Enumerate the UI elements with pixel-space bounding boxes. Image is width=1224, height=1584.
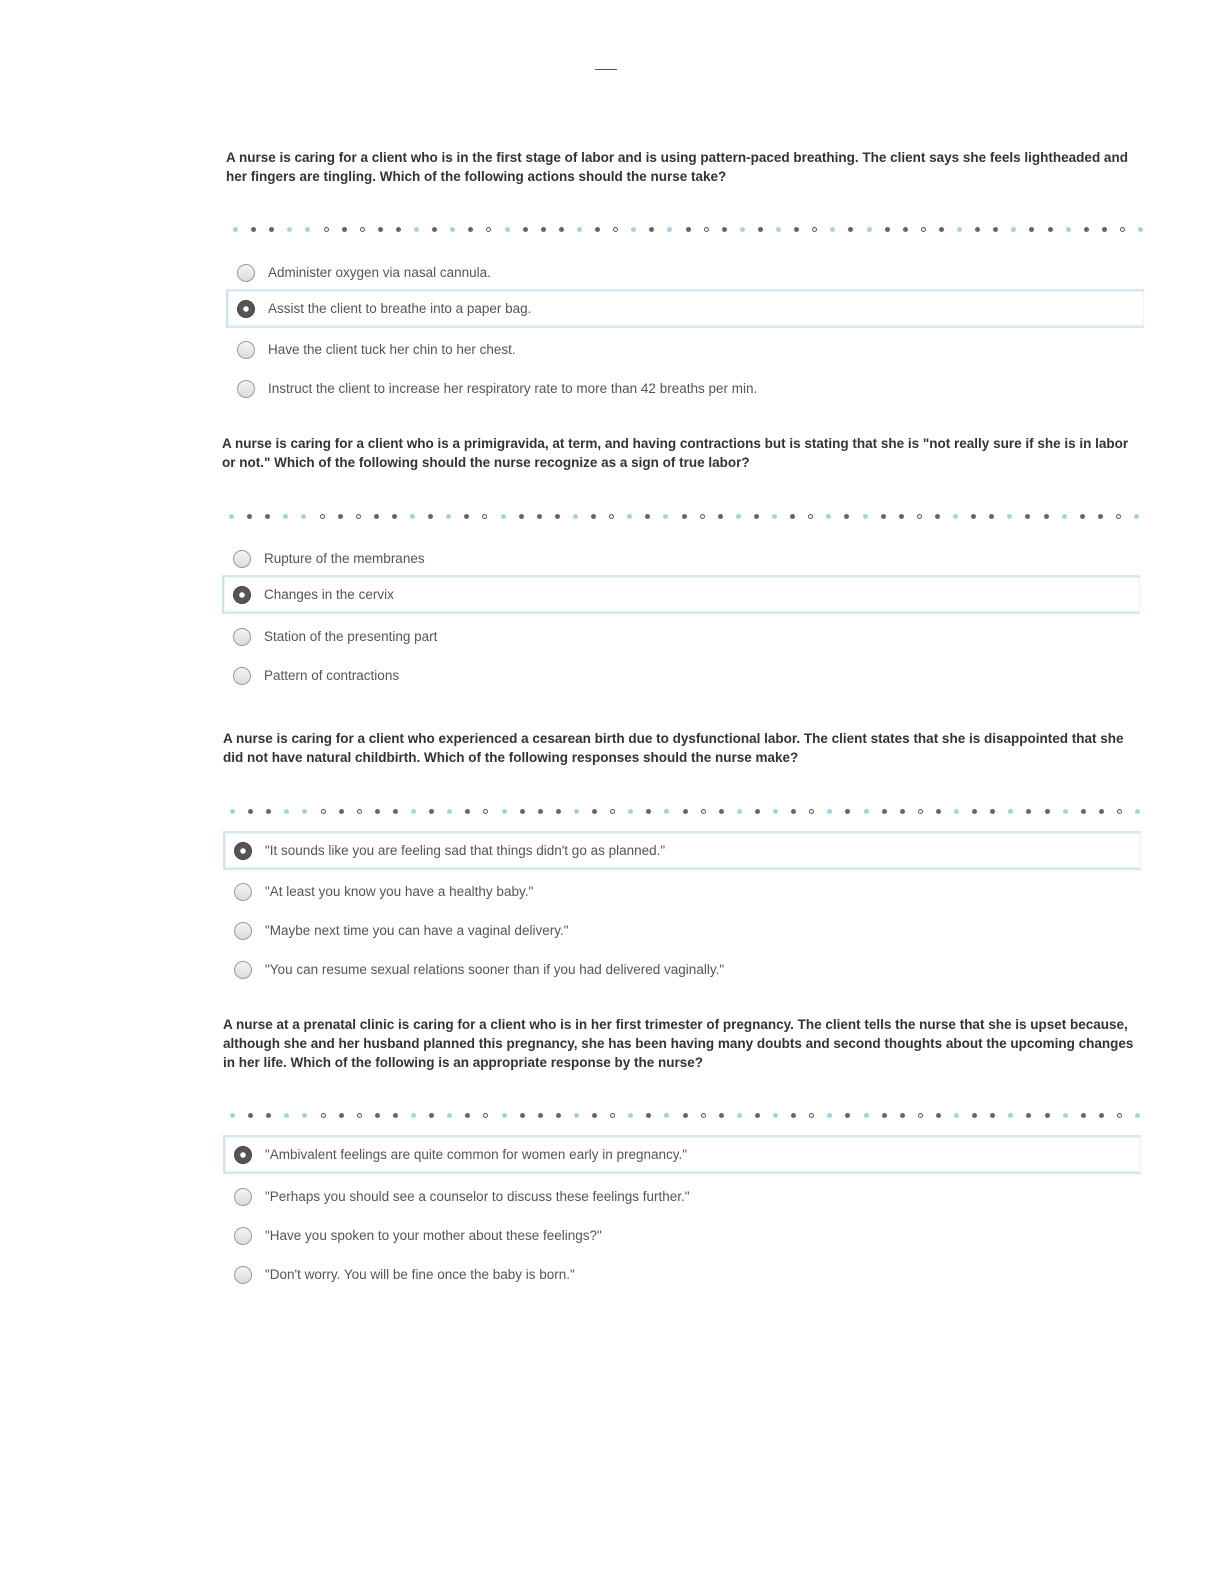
divider-dot <box>446 514 451 519</box>
divider-dot <box>1117 809 1122 814</box>
divider-dot <box>776 227 781 232</box>
divider-dot <box>447 809 452 814</box>
divider-dot <box>900 1113 905 1118</box>
divider-dot <box>269 227 274 232</box>
divider-dot <box>719 809 724 814</box>
divider-dot <box>483 1113 488 1118</box>
divider-dot <box>826 514 831 519</box>
divider-dot <box>917 514 922 519</box>
divider-dot <box>468 227 473 232</box>
divider-dot <box>610 809 615 814</box>
divider-dot <box>1102 227 1107 232</box>
divider-dot <box>339 809 344 814</box>
divider-dot <box>971 514 976 519</box>
divider-dot <box>1048 227 1053 232</box>
divider-dot <box>450 227 455 232</box>
divider-dot <box>556 1113 561 1118</box>
divider-dot <box>287 227 292 232</box>
answer-label: "You can resume sexual relations sooner than if you had delivered vaginally." <box>265 962 725 977</box>
divider-dot <box>719 1113 724 1118</box>
divider-dot <box>356 514 361 519</box>
divider-dot <box>683 809 688 814</box>
answer-label: Administer oxygen via nasal cannula. <box>268 265 491 280</box>
divider-dot <box>1066 227 1071 232</box>
divider-dot <box>1025 514 1030 519</box>
divider-dot <box>628 1113 633 1118</box>
divider-dot <box>791 1113 796 1118</box>
radio-button[interactable] <box>233 667 251 685</box>
divider-dot <box>935 514 940 519</box>
divider-dot <box>864 1113 869 1118</box>
divider-dot <box>556 809 561 814</box>
divider-dot <box>1081 1113 1086 1118</box>
divider-dot <box>574 1113 579 1118</box>
radio-button[interactable] <box>237 341 255 359</box>
divider-dot <box>592 809 597 814</box>
answer-label: Rupture of the membranes <box>264 551 425 566</box>
divider-dot <box>429 1113 434 1118</box>
divider-dot <box>682 514 687 519</box>
divider-dot <box>538 809 543 814</box>
divider-dot <box>845 809 850 814</box>
answer-label: "Ambivalent feelings are quite common for women early in pregnancy." <box>265 1147 688 1162</box>
divider-dot <box>755 809 760 814</box>
divider-dot <box>251 227 256 232</box>
divider-dot <box>990 1113 995 1118</box>
divider-dot <box>555 514 560 519</box>
divider-dot <box>664 809 669 814</box>
divider-dot <box>628 809 633 814</box>
dot-divider <box>223 807 1141 817</box>
answer-option[interactable] <box>226 253 1144 292</box>
divider-dot <box>284 1113 289 1118</box>
divider-dot <box>754 514 759 519</box>
radio-button[interactable] <box>237 264 255 282</box>
answer-label: "Perhaps you should see a counselor to discuss these feelings further." <box>265 1189 690 1204</box>
answer-option[interactable] <box>223 872 1141 911</box>
question-3 <box>223 729 1141 977</box>
divider-dot <box>1099 809 1104 814</box>
divider-dot <box>881 514 886 519</box>
question-2 <box>222 434 1140 683</box>
answer-option[interactable] <box>222 575 1140 614</box>
divider-dot <box>302 1113 307 1118</box>
divider-dot <box>393 809 398 814</box>
divider-dot <box>683 1113 688 1118</box>
answer-option[interactable] <box>223 1255 1141 1294</box>
divider-dot <box>411 1113 416 1118</box>
divider-dot <box>882 1113 887 1118</box>
divider-dot <box>392 514 397 519</box>
divider-dot <box>574 809 579 814</box>
divider-dot <box>954 1113 959 1118</box>
divider-dot <box>812 227 817 232</box>
divider-dot <box>375 1113 380 1118</box>
divider-dot <box>1084 227 1089 232</box>
divider-dot <box>1098 514 1103 519</box>
divider-dot <box>646 809 651 814</box>
divider-dot <box>410 514 415 519</box>
divider-dot <box>1099 1113 1104 1118</box>
divider-dot <box>790 514 795 519</box>
divider-dot <box>502 809 507 814</box>
divider-dot <box>827 809 832 814</box>
answer-label: Changes in the cervix <box>264 587 394 602</box>
divider-dot <box>266 809 271 814</box>
divider-dot <box>1029 227 1034 232</box>
divider-dot <box>993 227 998 232</box>
divider-dot <box>247 514 252 519</box>
divider-dot <box>520 1113 525 1118</box>
divider-dot <box>758 227 763 232</box>
divider-dot <box>464 514 469 519</box>
divider-dot <box>305 227 310 232</box>
divider-dot <box>559 227 564 232</box>
answer-label: "Have you spoken to your mother about these feelings?" <box>265 1228 602 1243</box>
divider-dot <box>432 227 437 232</box>
divider-dot <box>845 1113 850 1118</box>
answer-option[interactable] <box>223 1177 1141 1216</box>
divider-dot <box>393 1113 398 1118</box>
answer-option[interactable] <box>226 369 1144 408</box>
divider-dot <box>1117 1113 1122 1118</box>
divider-dot <box>302 809 307 814</box>
divider-dot <box>649 227 654 232</box>
divider-dot <box>266 1113 271 1118</box>
radio-button[interactable] <box>233 628 251 646</box>
divider-dot <box>899 514 904 519</box>
divider-dot <box>1135 1113 1140 1118</box>
divider-dot <box>686 227 691 232</box>
divider-dot <box>989 514 994 519</box>
divider-dot <box>301 514 306 519</box>
divider-dot <box>921 227 926 232</box>
divider-dot <box>1026 809 1031 814</box>
divider-dot <box>700 514 705 519</box>
divider-dot <box>1026 1113 1031 1118</box>
dot-divider <box>222 512 1140 522</box>
divider-dot <box>265 514 270 519</box>
radio-button[interactable] <box>234 1266 252 1284</box>
divider-dot <box>523 227 528 232</box>
radio-button[interactable] <box>234 883 252 901</box>
answer-option[interactable] <box>223 911 1141 950</box>
divider-dot <box>627 514 632 519</box>
radio-button[interactable] <box>234 922 252 940</box>
divider-dot <box>248 1113 253 1118</box>
divider-dot <box>1080 514 1085 519</box>
divider-dot <box>465 809 470 814</box>
divider-dot <box>230 1113 235 1118</box>
divider-dot <box>808 514 813 519</box>
divider-dot <box>577 227 582 232</box>
divider-dot <box>900 809 905 814</box>
answer-label: Assist the client to breathe into a paper bag. <box>268 301 532 316</box>
divider-dot <box>320 514 325 519</box>
divider-dot <box>773 1113 778 1118</box>
divider-dot <box>284 809 289 814</box>
divider-dot <box>248 809 253 814</box>
divider-dot <box>736 514 741 519</box>
divider-dot <box>613 227 618 232</box>
divider-dot <box>374 514 379 519</box>
radio-button[interactable] <box>234 1188 252 1206</box>
divider-dot <box>755 1113 760 1118</box>
divider-dot <box>885 227 890 232</box>
answer-label: Instruct the client to increase her respiratory rate to more than 42 breaths per min. <box>268 381 758 396</box>
divider-dot <box>903 227 908 232</box>
divider-dot <box>646 1113 651 1118</box>
question-1 <box>226 148 1144 396</box>
divider-dot <box>882 809 887 814</box>
divider-dot <box>809 1113 814 1118</box>
divider-dot <box>283 514 288 519</box>
question-text: A nurse at a prenatal clinic is caring for a client who is in her first trimester of pregnancy. The client tells the nurse that she is upset because, although she and her husband planned this pregnancy, she has been having many doubts and second thoughts about the upcoming changes in her life. Which of the following is an appropriate response by the nurse? <box>223 1017 1134 1070</box>
divider-dot <box>791 809 796 814</box>
divider-dot <box>936 809 941 814</box>
answer-option[interactable] <box>223 1135 1141 1174</box>
divider-dot <box>936 1113 941 1118</box>
divider-dot <box>321 809 326 814</box>
radio-button[interactable] <box>237 380 255 398</box>
divider-dot <box>1044 514 1049 519</box>
divider-dot <box>321 1113 326 1118</box>
divider-dot <box>957 227 962 232</box>
divider-dot <box>848 227 853 232</box>
divider-dot <box>1120 227 1125 232</box>
answer-option[interactable] <box>223 950 1141 989</box>
divider-dot <box>1134 514 1139 519</box>
radio-button[interactable] <box>237 300 255 318</box>
divider-dot <box>233 227 238 232</box>
divider-dot <box>342 227 347 232</box>
divider-dot <box>538 1113 543 1118</box>
question-text: A nurse is caring for a client who experienced a cesarean birth due to dysfunctional labor. The client states that she is disappointed that she did not have natural childbirth. Which of the following responses should the nurse make? <box>223 731 1124 765</box>
divider-dot <box>722 227 727 232</box>
divider-dot <box>1011 227 1016 232</box>
divider-dot <box>1008 809 1013 814</box>
divider-dot <box>990 809 995 814</box>
answer-label: "It sounds like you are feeling sad that things didn't go as planned." <box>265 843 666 858</box>
answer-label: "Don't worry. You will be fine once the baby is born." <box>265 1267 575 1282</box>
question-4 <box>223 1015 1141 1282</box>
divider-dot <box>375 809 380 814</box>
divider-dot <box>338 514 343 519</box>
divider-dot <box>482 514 487 519</box>
divider-dot <box>844 514 849 519</box>
divider-dot <box>918 1113 923 1118</box>
divider-dot <box>953 514 958 519</box>
divider-dot <box>592 1113 597 1118</box>
divider-dot <box>230 809 235 814</box>
divider-dot <box>972 1113 977 1118</box>
divider-dot <box>414 227 419 232</box>
divider-dot <box>1081 809 1086 814</box>
divider-dot <box>610 1113 615 1118</box>
divider-dot <box>772 514 777 519</box>
divider-dot <box>1138 227 1143 232</box>
dot-divider <box>226 225 1144 235</box>
divider-dot <box>428 514 433 519</box>
divider-dot <box>645 514 650 519</box>
radio-button[interactable] <box>233 550 251 568</box>
radio-button[interactable] <box>234 1146 252 1164</box>
divider-dot <box>1007 514 1012 519</box>
divider-dot <box>740 227 745 232</box>
divider-dot <box>541 227 546 232</box>
divider-dot <box>573 514 578 519</box>
divider-dot <box>1063 809 1068 814</box>
divider-dot <box>737 1113 742 1118</box>
divider-dot <box>1045 1113 1050 1118</box>
page-header-mark <box>595 69 617 73</box>
divider-dot <box>502 1113 507 1118</box>
divider-dot <box>701 1113 706 1118</box>
answer-option[interactable] <box>223 831 1141 870</box>
answer-option[interactable] <box>222 539 1140 578</box>
divider-dot <box>1063 1113 1068 1118</box>
divider-dot <box>1135 809 1140 814</box>
divider-dot <box>378 227 383 232</box>
divider-dot <box>520 809 525 814</box>
answer-label: "Maybe next time you can have a vaginal delivery." <box>265 923 569 938</box>
divider-dot <box>396 227 401 232</box>
dot-divider <box>223 1111 1141 1121</box>
divider-dot <box>809 809 814 814</box>
divider-dot <box>972 809 977 814</box>
divider-dot <box>975 227 980 232</box>
divider-dot <box>867 227 872 232</box>
divider-dot <box>667 227 672 232</box>
radio-button[interactable] <box>234 961 252 979</box>
answer-option[interactable] <box>226 330 1144 369</box>
answer-option[interactable] <box>222 617 1140 656</box>
divider-dot <box>505 227 510 232</box>
divider-dot <box>863 514 868 519</box>
question-text: A nurse is caring for a client who is a primigravida, at term, and having contractions but is stating that she is "not really sure if she is in labor or not." Which of the following should the nurse recognize as a sign of true labor? <box>222 436 1129 470</box>
divider-dot <box>918 809 923 814</box>
question-text: A nurse is caring for a client who is in the first stage of labor and is using pattern-paced breathing. The client says she feels lightheaded and her fingers are tingling. Which of the following actions should the nurse take? <box>226 150 1128 184</box>
divider-dot <box>486 227 491 232</box>
answer-label: Station of the presenting part <box>264 629 438 644</box>
divider-dot <box>595 227 600 232</box>
divider-dot <box>357 1113 362 1118</box>
divider-dot <box>483 809 488 814</box>
divider-dot <box>519 514 524 519</box>
divider-dot <box>737 809 742 814</box>
divider-dot <box>864 809 869 814</box>
divider-dot <box>718 514 723 519</box>
divider-dot <box>1062 514 1067 519</box>
divider-dot <box>704 227 709 232</box>
divider-dot <box>663 514 668 519</box>
divider-dot <box>794 227 799 232</box>
divider-dot <box>631 227 636 232</box>
divider-dot <box>827 1113 832 1118</box>
divider-dot <box>1008 1113 1013 1118</box>
radio-button[interactable] <box>234 1227 252 1245</box>
answer-label: Have the client tuck her chin to her chest. <box>268 342 516 357</box>
divider-dot <box>609 514 614 519</box>
divider-dot <box>954 809 959 814</box>
divider-dot <box>229 514 234 519</box>
answer-option[interactable] <box>223 1216 1141 1255</box>
divider-dot <box>339 1113 344 1118</box>
divider-dot <box>1116 514 1121 519</box>
divider-dot <box>664 1113 669 1118</box>
answer-label: "At least you know you have a healthy baby." <box>265 884 534 899</box>
divider-dot <box>465 1113 470 1118</box>
answer-option[interactable] <box>226 289 1144 328</box>
divider-dot <box>501 514 506 519</box>
divider-dot <box>429 809 434 814</box>
divider-dot <box>411 809 416 814</box>
divider-dot <box>447 1113 452 1118</box>
divider-dot <box>357 809 362 814</box>
answer-option[interactable] <box>222 656 1140 695</box>
radio-button[interactable] <box>234 842 252 860</box>
divider-dot <box>701 809 706 814</box>
divider-dot <box>830 227 835 232</box>
divider-dot <box>324 227 329 232</box>
answer-label: Pattern of contractions <box>264 668 400 683</box>
divider-dot <box>1045 809 1050 814</box>
divider-dot <box>360 227 365 232</box>
divider-dot <box>939 227 944 232</box>
divider-dot <box>591 514 596 519</box>
divider-dot <box>773 809 778 814</box>
divider-dot <box>537 514 542 519</box>
radio-button[interactable] <box>233 586 251 604</box>
